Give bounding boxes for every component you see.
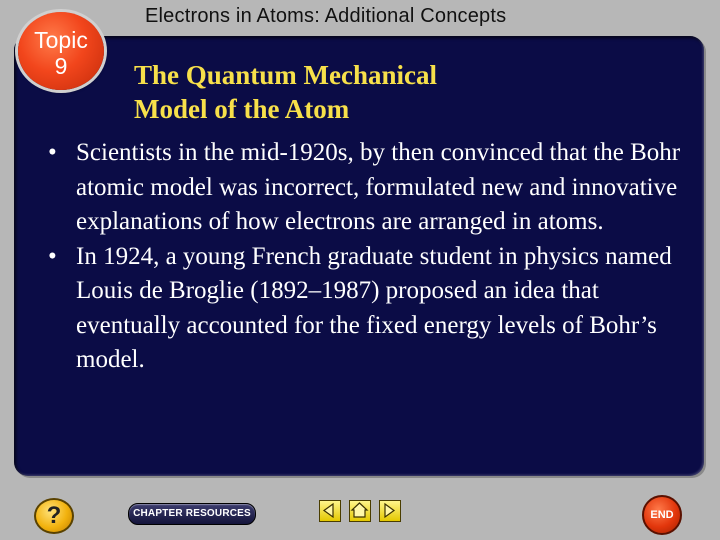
bullet-list xyxy=(46,136,686,378)
topic-label: Topic xyxy=(34,27,88,53)
next-button[interactable] xyxy=(379,500,401,522)
home-button[interactable] xyxy=(349,500,371,522)
bullet-item xyxy=(46,136,686,240)
bullet-text: Scientists in the mid-1920s, by then convinced that the Bohr atomic model was incorrect, formulated new and innovative explanations of how electrons are arranged in atoms. xyxy=(76,139,681,235)
help-button[interactable]: ? xyxy=(34,498,74,534)
previous-button[interactable] xyxy=(319,500,341,522)
end-button[interactable]: END xyxy=(642,495,682,535)
slide-title-line-2: Model of the Atom xyxy=(134,94,350,124)
bullet-icon: • xyxy=(48,139,57,166)
topic-number: 9 xyxy=(54,53,68,79)
slide-title-line-1: The Quantum Mechanical xyxy=(134,60,438,90)
slide-title xyxy=(134,58,694,126)
arrow-left-icon xyxy=(320,501,339,520)
bullet-text: In 1924, a young French graduate student in physics named Louis de Broglie (1892–1987) proposed an idea that eventually accounted for the fixed energy levels of Bohr’s model. xyxy=(76,242,672,373)
slide-header: Electrons in Atoms: Additional Concepts xyxy=(145,5,507,27)
topic-badge xyxy=(18,12,104,90)
bullet-item xyxy=(46,240,686,378)
arrow-right-icon xyxy=(380,501,399,520)
bullet-icon: • xyxy=(48,242,57,270)
home-icon xyxy=(350,501,369,520)
chapter-resources-button[interactable]: CHAPTER RESOURCES xyxy=(128,503,256,525)
navigation-bar xyxy=(0,490,720,540)
